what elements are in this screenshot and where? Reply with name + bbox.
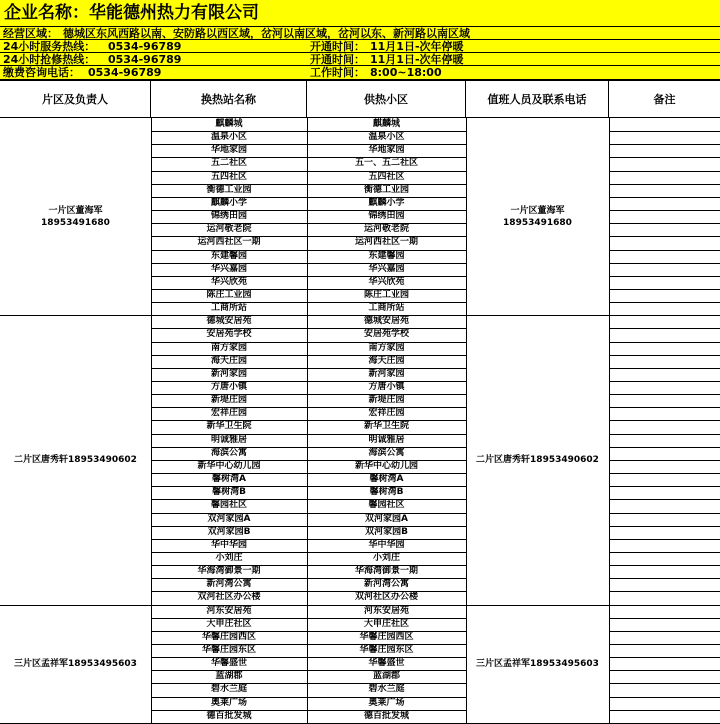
community-name: 华兴欣苑 bbox=[368, 276, 405, 287]
community-name: 新河家园 bbox=[368, 368, 405, 379]
community-name: 华地家园 bbox=[368, 145, 405, 156]
remark-cell bbox=[609, 342, 720, 355]
row-rule bbox=[609, 407, 720, 408]
remark-cell bbox=[609, 513, 720, 526]
community-name: 双河家园B bbox=[365, 526, 408, 537]
community-name: 奥莱广场 bbox=[368, 697, 405, 708]
repair-hotline-number: 0534-96789 bbox=[108, 53, 182, 66]
community-name: 运河西社区一期 bbox=[354, 237, 418, 248]
row-rule bbox=[609, 499, 720, 500]
community-name: 德百批发城 bbox=[363, 710, 409, 721]
row-rule bbox=[151, 223, 466, 224]
station-name: 锦绣田园 bbox=[210, 211, 247, 222]
column-rule bbox=[151, 118, 152, 723]
payment-hotline-number: 0534-96789 bbox=[88, 66, 162, 79]
row-rule bbox=[609, 473, 720, 474]
row-rule bbox=[151, 394, 466, 395]
open-time-value-1: 11月1日-次年停暖 bbox=[370, 40, 464, 53]
remark-cell bbox=[609, 434, 720, 447]
district-name: 三片区孟祥军18953495603 bbox=[14, 658, 137, 669]
row-rule bbox=[609, 236, 720, 237]
district-phone: 18953491680 bbox=[41, 217, 110, 228]
row-rule bbox=[609, 591, 720, 592]
community-name: 海天庄园 bbox=[368, 355, 405, 366]
row-rule bbox=[151, 683, 466, 684]
community-name: 明诚雅居 bbox=[368, 434, 405, 445]
remark-cell bbox=[609, 197, 720, 210]
row-rule bbox=[151, 184, 466, 185]
remark-cell bbox=[609, 368, 720, 381]
remark-cell bbox=[609, 473, 720, 486]
remark-cell bbox=[609, 447, 720, 460]
row-rule bbox=[151, 144, 466, 145]
row-rule bbox=[609, 631, 720, 632]
row-rule bbox=[151, 157, 466, 158]
community-name: 馨树湾B bbox=[369, 487, 404, 498]
community-name: 安居苑学校 bbox=[363, 329, 409, 340]
service-hotline-row bbox=[0, 40, 720, 53]
station-name: 馨树湾B bbox=[212, 487, 246, 498]
row-rule bbox=[151, 355, 466, 356]
row-rule bbox=[609, 539, 720, 540]
community-name: 麒麟小学 bbox=[368, 197, 405, 208]
row-rule bbox=[151, 210, 466, 211]
remark-cell bbox=[609, 328, 720, 341]
community-name: 馨园社区 bbox=[368, 500, 405, 511]
row-rule bbox=[609, 355, 720, 356]
row-rule bbox=[609, 657, 720, 658]
sheet-header bbox=[0, 0, 720, 80]
station-name: 华馨庄园东区 bbox=[201, 645, 256, 655]
remark-cell bbox=[609, 131, 720, 144]
remark-cell bbox=[609, 460, 720, 473]
row-rule bbox=[609, 223, 720, 224]
remark-cell bbox=[609, 578, 720, 591]
station-name: 双河家园A bbox=[207, 513, 251, 524]
community-name: 锦绣田园 bbox=[368, 211, 405, 222]
station-name: 大申庄社区 bbox=[206, 618, 252, 629]
column-header-duty: 值班人员及联系电话 bbox=[466, 81, 609, 118]
community-name: 碧水兰庭 bbox=[368, 684, 405, 695]
community-name: 华海湾御景一期 bbox=[354, 566, 418, 577]
row-rule bbox=[151, 302, 466, 303]
community-name: 华馨庄园东区 bbox=[359, 645, 414, 655]
remark-cell bbox=[609, 486, 720, 499]
station-name: 蓝湖郡 bbox=[215, 671, 243, 682]
row-rule bbox=[609, 670, 720, 671]
community-name: 海滨公寓 bbox=[368, 447, 405, 458]
community-name: 温泉小区 bbox=[368, 132, 405, 143]
station-name: 温泉小区 bbox=[210, 132, 247, 143]
row-rule bbox=[151, 434, 466, 435]
column-rule bbox=[466, 118, 467, 723]
remark-cell bbox=[609, 499, 720, 512]
row-rule bbox=[609, 368, 720, 369]
row-rule bbox=[609, 513, 720, 514]
row-rule bbox=[151, 236, 466, 237]
row-rule bbox=[609, 184, 720, 185]
station-name: 新华中心幼儿园 bbox=[197, 460, 261, 471]
remark-cell bbox=[609, 184, 720, 197]
row-rule bbox=[609, 447, 720, 448]
payment-hotline-label: 缴费咨询电话： bbox=[3, 66, 80, 79]
service-hotline-label: 24小时服务热线： bbox=[3, 40, 96, 53]
station-name: 德百批发城 bbox=[206, 710, 252, 721]
station-name: 衡德工业园 bbox=[206, 184, 252, 195]
row-rule bbox=[609, 157, 720, 158]
station-name: 德城安居苑 bbox=[206, 316, 252, 327]
column-header-row bbox=[0, 80, 720, 118]
station-name: 华馨盛世 bbox=[210, 658, 247, 669]
row-rule bbox=[151, 381, 466, 382]
row-rule bbox=[151, 342, 466, 343]
row-rule bbox=[609, 342, 720, 343]
row-rule bbox=[151, 670, 466, 671]
community-name: 双河家园A bbox=[365, 513, 408, 524]
community-name: 东建馨园 bbox=[368, 250, 405, 261]
payment-hotline-row bbox=[0, 66, 720, 80]
station-name: 运河敬老院 bbox=[206, 224, 252, 235]
station-name: 新华卫生院 bbox=[206, 421, 252, 432]
station-name: 华馨庄园西区 bbox=[201, 631, 256, 642]
work-time-label: 工作时间： bbox=[310, 66, 365, 79]
row-rule bbox=[151, 565, 466, 566]
remark-cell bbox=[609, 697, 720, 710]
row-rule bbox=[151, 486, 466, 487]
row-rule bbox=[609, 710, 720, 711]
row-rule bbox=[609, 565, 720, 566]
row-rule bbox=[151, 250, 466, 251]
row-rule bbox=[609, 131, 720, 132]
row-rule bbox=[151, 526, 466, 527]
row-rule bbox=[151, 263, 466, 264]
station-name: 陈庄工业园 bbox=[206, 289, 252, 300]
duty-name: 一片区董海军 bbox=[510, 205, 565, 216]
row-rule bbox=[151, 328, 466, 329]
row-rule bbox=[151, 368, 466, 369]
row-rule bbox=[609, 618, 720, 619]
remark-cell bbox=[609, 355, 720, 368]
station-name: 河东安居苑 bbox=[206, 605, 252, 616]
row-rule bbox=[609, 552, 720, 553]
remark-cell bbox=[609, 526, 720, 539]
duty-name: 二片区唐秀轩18953490602 bbox=[476, 454, 599, 465]
community-name: 小刘庄 bbox=[372, 552, 400, 563]
row-rule bbox=[151, 460, 466, 461]
community-name: 工商所站 bbox=[368, 303, 405, 314]
row-rule bbox=[151, 197, 466, 198]
remark-cell bbox=[609, 565, 720, 578]
column-header-remark: 备注 bbox=[653, 93, 676, 106]
station-name: 华海湾御景一期 bbox=[197, 566, 261, 577]
community-name: 大申庄社区 bbox=[363, 618, 409, 629]
station-name: 馨园社区 bbox=[210, 500, 247, 511]
remark-cell bbox=[609, 394, 720, 407]
row-rule bbox=[609, 683, 720, 684]
row-rule bbox=[609, 197, 720, 198]
row-rule bbox=[609, 263, 720, 264]
community-name: 衡德工业园 bbox=[363, 184, 409, 195]
station-name: 华中华园 bbox=[210, 539, 247, 550]
station-name: 碧水兰庭 bbox=[210, 684, 247, 695]
row-rule bbox=[151, 276, 466, 277]
station-name: 五二社区 bbox=[210, 158, 247, 169]
row-rule bbox=[151, 499, 466, 500]
community-name: 华兴嘉园 bbox=[368, 263, 405, 274]
remark-cell bbox=[609, 276, 720, 289]
remark-cell bbox=[609, 289, 720, 302]
station-name: 南方家园 bbox=[210, 342, 247, 353]
row-rule bbox=[609, 486, 720, 487]
district-name: 二片区唐秀轩18953490602 bbox=[14, 454, 137, 465]
remark-cell bbox=[609, 381, 720, 394]
row-rule bbox=[609, 289, 720, 290]
remark-cell bbox=[609, 539, 720, 552]
duty-phone: 18953491680 bbox=[503, 217, 572, 228]
area-row bbox=[0, 27, 720, 40]
remark-cell bbox=[609, 144, 720, 157]
remark-cell bbox=[609, 657, 720, 670]
remark-cell bbox=[609, 302, 720, 315]
service-hotline-number: 0534-96789 bbox=[108, 40, 182, 53]
row-rule bbox=[609, 381, 720, 382]
company-label: 企业名称： bbox=[4, 3, 89, 23]
station-name: 小刘庄 bbox=[215, 552, 243, 563]
column-header-district: 片区及负责人 bbox=[0, 81, 151, 118]
station-name: 工商所站 bbox=[210, 303, 247, 314]
open-time-label-2: 开通时间： bbox=[310, 53, 365, 66]
station-name: 麒麟城 bbox=[215, 119, 243, 129]
company-name: 华能德州热力有限公司 bbox=[89, 3, 259, 23]
station-name: 安居苑学校 bbox=[206, 329, 252, 340]
remark-cell bbox=[609, 605, 720, 618]
row-rule bbox=[151, 591, 466, 592]
station-name: 华兴嘉园 bbox=[210, 263, 247, 274]
row-rule bbox=[609, 302, 720, 303]
remark-cell bbox=[609, 420, 720, 433]
station-name: 麒麟小学 bbox=[210, 197, 247, 208]
row-rule bbox=[609, 171, 720, 172]
company-title-row bbox=[0, 0, 720, 27]
row-rule bbox=[609, 394, 720, 395]
row-rule bbox=[151, 131, 466, 132]
row-rule bbox=[609, 434, 720, 435]
station-name: 双河家园B bbox=[207, 526, 251, 537]
row-rule bbox=[151, 447, 466, 448]
remark-cell bbox=[609, 591, 720, 604]
station-name: 双河社区办公楼 bbox=[197, 592, 261, 603]
row-rule bbox=[609, 328, 720, 329]
column-header-station: 换热站名称 bbox=[151, 81, 307, 118]
column-rule bbox=[307, 118, 308, 723]
station-name: 新河家园 bbox=[210, 368, 247, 379]
row-rule bbox=[151, 710, 466, 711]
row-rule bbox=[609, 210, 720, 211]
remark-cell bbox=[609, 644, 720, 657]
station-name: 运河西社区一期 bbox=[197, 237, 261, 248]
station-name: 明诚雅居 bbox=[210, 434, 247, 445]
row-rule bbox=[609, 697, 720, 698]
remark-cell bbox=[609, 250, 720, 263]
row-rule bbox=[151, 539, 466, 540]
community-name: 新河湾公寓 bbox=[363, 579, 409, 590]
remark-cell bbox=[609, 407, 720, 420]
open-time-value-2: 11月1日-次年停暖 bbox=[370, 53, 464, 66]
community-name: 五四社区 bbox=[368, 171, 405, 182]
row-rule bbox=[151, 473, 466, 474]
row-rule bbox=[609, 144, 720, 145]
community-name: 麒麟城 bbox=[372, 119, 400, 129]
open-time-label-1: 开通时间： bbox=[310, 40, 365, 53]
row-rule bbox=[609, 460, 720, 461]
community-name: 五一、五二社区 bbox=[354, 158, 418, 169]
row-rule bbox=[151, 644, 466, 645]
station-name: 新堤庄园 bbox=[210, 395, 247, 406]
row-rule bbox=[151, 631, 466, 632]
station-name: 馨树湾A bbox=[212, 474, 246, 485]
station-name: 宏祥庄园 bbox=[210, 408, 247, 419]
station-name: 奥莱广场 bbox=[210, 697, 247, 708]
area-label: 经营区域： bbox=[3, 27, 58, 40]
row-rule bbox=[151, 407, 466, 408]
station-name: 方唐小镇 bbox=[210, 382, 247, 392]
row-rule bbox=[151, 552, 466, 553]
station-name: 海滨公寓 bbox=[210, 447, 247, 458]
remark-cell bbox=[609, 683, 720, 696]
community-name: 新堤庄园 bbox=[368, 395, 405, 406]
station-name: 五四社区 bbox=[210, 171, 247, 182]
district-name: 一片区董海军 bbox=[48, 205, 103, 216]
community-name: 华馨庄园西区 bbox=[359, 631, 414, 642]
duty-name: 三片区孟祥军18953495603 bbox=[476, 658, 599, 669]
remark-cell bbox=[609, 315, 720, 328]
community-name: 宏祥庄园 bbox=[368, 408, 405, 419]
row-rule bbox=[151, 289, 466, 290]
row-rule bbox=[151, 578, 466, 579]
repair-hotline-label: 24小时抢修热线： bbox=[3, 53, 96, 66]
community-name: 德城安居苑 bbox=[363, 316, 409, 327]
row-rule bbox=[609, 578, 720, 579]
community-name: 双河社区办公楼 bbox=[354, 592, 418, 603]
remark-cell bbox=[609, 631, 720, 644]
community-name: 南方家园 bbox=[368, 342, 405, 353]
remark-cell bbox=[609, 118, 720, 131]
community-name: 蓝湖郡 bbox=[372, 671, 400, 682]
community-name: 华中华园 bbox=[368, 539, 405, 550]
station-name: 东建馨园 bbox=[210, 250, 247, 261]
row-rule bbox=[609, 644, 720, 645]
remark-cell bbox=[609, 236, 720, 249]
row-rule bbox=[151, 513, 466, 514]
row-rule bbox=[151, 657, 466, 658]
area-text: 德城区东风西路以南、安防路以西区域，岔河以南区域，岔河以东、新河路以南区域 bbox=[63, 27, 470, 40]
station-name: 海天庄园 bbox=[210, 355, 247, 366]
row-rule bbox=[151, 697, 466, 698]
remark-cell bbox=[609, 210, 720, 223]
remark-cell bbox=[609, 670, 720, 683]
work-time-value: 8:00~18:00 bbox=[370, 66, 442, 79]
remark-cell bbox=[609, 618, 720, 631]
community-name: 方唐小镇 bbox=[368, 382, 405, 392]
community-name: 新华中心幼儿园 bbox=[354, 460, 418, 471]
row-rule bbox=[609, 276, 720, 277]
row-rule bbox=[609, 250, 720, 251]
station-name: 华地家园 bbox=[210, 145, 247, 156]
row-rule bbox=[151, 420, 466, 421]
repair-hotline-row bbox=[0, 53, 720, 66]
remark-cell bbox=[609, 263, 720, 276]
remark-cell bbox=[609, 171, 720, 184]
station-name: 新河湾公寓 bbox=[206, 579, 252, 590]
community-name: 陈庄工业园 bbox=[363, 289, 409, 300]
remark-cell bbox=[609, 223, 720, 236]
row-rule bbox=[151, 618, 466, 619]
community-name: 河东安居苑 bbox=[363, 605, 409, 616]
column-header-community: 供热小区 bbox=[307, 81, 466, 118]
row-rule bbox=[609, 526, 720, 527]
remark-cell bbox=[609, 552, 720, 565]
community-name: 馨树湾A bbox=[369, 474, 404, 485]
row-rule bbox=[609, 420, 720, 421]
community-name: 运河敬老院 bbox=[363, 224, 409, 235]
column-rule bbox=[609, 118, 610, 723]
row-rule bbox=[151, 171, 466, 172]
remark-cell bbox=[609, 157, 720, 170]
community-name: 华馨盛世 bbox=[368, 658, 405, 669]
community-name: 新华卫生院 bbox=[363, 421, 409, 432]
station-name: 华兴欣苑 bbox=[210, 276, 247, 287]
